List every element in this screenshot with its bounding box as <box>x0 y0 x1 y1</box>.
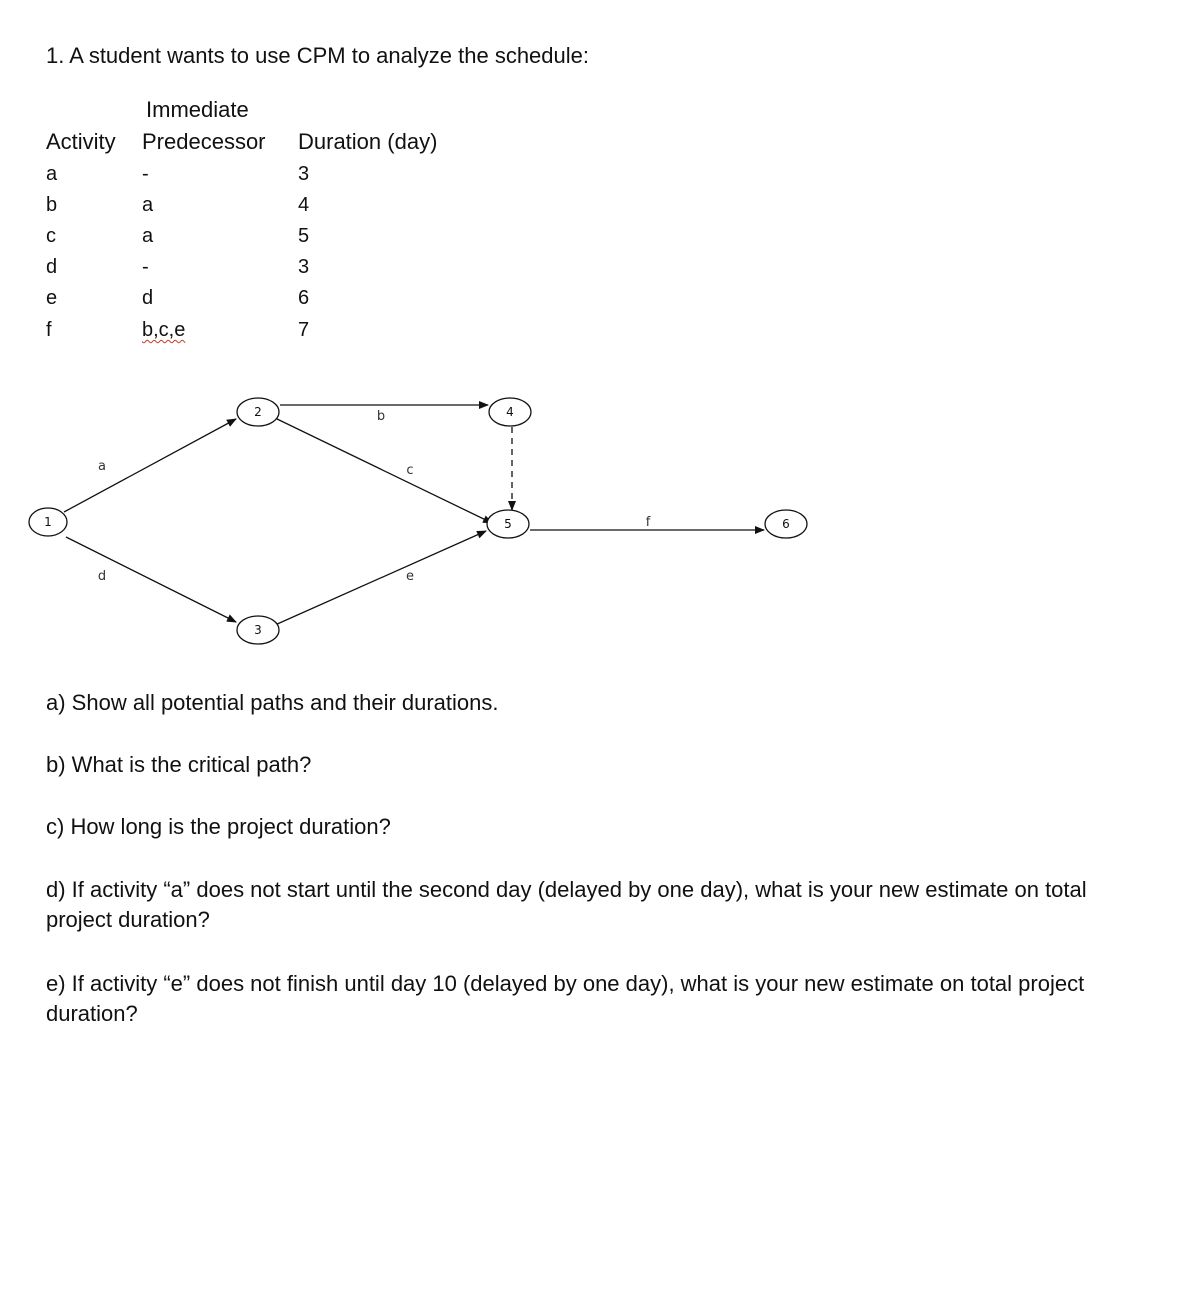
activity-cell: e <box>46 287 58 309</box>
duration-cell: 7 <box>298 319 310 341</box>
activity-cell: d <box>46 256 58 278</box>
question-e: e) If activity “e” does not finish until day 10 (delayed by one day), what is your new estimate on total project duration? <box>46 971 1085 1026</box>
node-6-label: 6 <box>782 517 790 531</box>
duration-cell: 3 <box>298 256 310 278</box>
question-d: d) If activity “a” does not start until the second day (delayed by one day), what is your new estimate on total project duration? <box>46 877 1087 932</box>
edge-label-d: d <box>97 569 107 584</box>
activity-cell: c <box>46 225 56 247</box>
activity-cell: a <box>46 163 58 185</box>
activity-cell: b <box>46 194 58 216</box>
predecessor-cell: - <box>142 256 149 278</box>
edge-label-c: c <box>406 463 414 478</box>
header-duration: Duration (day) <box>298 129 438 154</box>
edge-label-b: b <box>376 409 386 424</box>
question-a: a) Show all potential paths and their durations. <box>46 690 499 715</box>
edge-c <box>275 418 492 523</box>
edge-label-a: a <box>98 459 106 474</box>
predecessor-cell: a <box>142 225 154 247</box>
predecessor-cell: - <box>142 163 149 185</box>
problem-title: 1. A student wants to use CPM to analyze the schedule: <box>46 43 589 68</box>
question-b: b) What is the critical path? <box>46 752 312 777</box>
header-immediate: Immediate <box>146 97 249 122</box>
edge-label-e: e <box>406 569 414 584</box>
question-c: c) How long is the project duration? <box>46 814 391 839</box>
activity-cell: f <box>46 319 52 341</box>
header-predecessor: Predecessor <box>142 129 266 154</box>
node-5-label: 5 <box>504 517 512 531</box>
duration-cell: 3 <box>298 163 310 185</box>
predecessor-cell: d <box>142 287 154 309</box>
duration-cell: 6 <box>298 287 310 309</box>
node-1-label: 1 <box>44 515 52 529</box>
edge-label-f: f <box>645 515 651 530</box>
header-activity: Activity <box>46 129 116 154</box>
node-4-label: 4 <box>506 405 514 419</box>
edge-e <box>275 531 486 625</box>
predecessor-cell: a <box>142 194 154 216</box>
edge-d <box>66 537 236 622</box>
node-3-label: 3 <box>254 623 262 637</box>
predecessor-cell: b,c,e <box>142 319 186 341</box>
node-2-label: 2 <box>254 405 262 419</box>
duration-cell: 5 <box>298 225 310 247</box>
duration-cell: 4 <box>298 194 310 216</box>
edge-a <box>64 419 236 512</box>
